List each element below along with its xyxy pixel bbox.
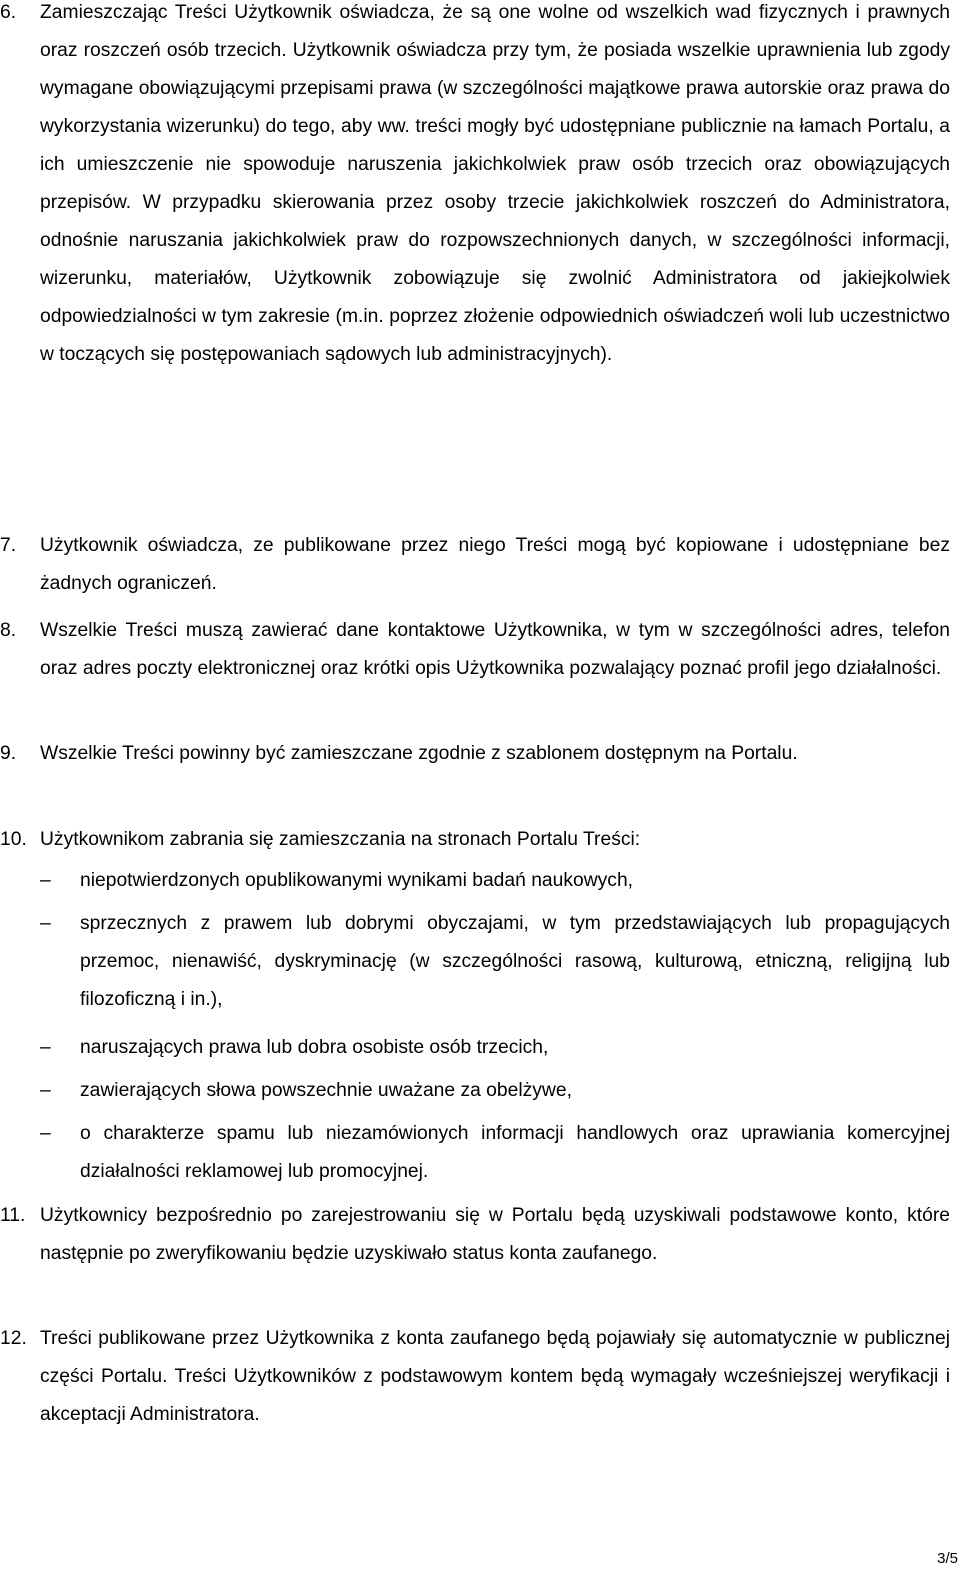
item-text: Użytkownicy bezpośrednio po zarejestrowaniu się w Portalu będą uzyskiwali podstawowe konto, które następnie po zweryfikowaniu będzie uzyskiwało status konta zaufanego.	[40, 1205, 950, 1264]
item-number: 8.	[0, 620, 17, 641]
item-number: 9.	[0, 743, 17, 764]
item-text: Wszelkie Treści muszą zawierać dane kontaktowe Użytkownika, w tym w szczególności adres, telefon oraz adres poczty elektronicznej oraz krótki opis Użytkownika pozwalający poznać profil jego działalności.	[40, 620, 950, 679]
item-text: Użytkownik oświadcza, ze publikowane przez niego Treści mogą być kopiowane i udostępniane bez żadnych ograniczeń.	[40, 535, 950, 594]
sublist-item-text: niepotwierdzonych opublikowanymi wynikami badań naukowych,	[80, 870, 634, 891]
sublist-item-text: zawierających słowa powszechnie uważane za obelżywe,	[80, 1080, 572, 1101]
item-number: 10.	[0, 829, 27, 850]
dash-bullet: –	[40, 1037, 51, 1058]
dash-bullet: –	[40, 1123, 51, 1144]
item-text: Użytkownikom zabrania się zamieszczania na stronach Portalu Treści:	[40, 829, 641, 850]
item-text: Treści publikowane przez Użytkownika z konta zaufanego będą pojawiały się automatycznie w publicznej części Portalu. Treści Użytkowników z podstawowym kontem będą wymagały wcześniejszej weryfikacji i akceptacji Administratora.	[40, 1328, 950, 1425]
dash-bullet: –	[40, 870, 51, 891]
page-number: 3/5	[937, 1550, 958, 1567]
item-text: Zamieszczając Treści Użytkownik oświadcza, że są one wolne od wszelkich wad fizycznych i prawnych oraz roszczeń osób trzecich. Użytkownik oświadcza przy tym, że posiada wszelkie uprawnienia lub zgody wymagane obowiązującymi przepisami prawa (w szczególności majątkowe prawa autorskie oraz prawa do wykorzystania wizerunku) do tego, aby ww. treści mogły być udostępniane publicznie na łamach Portalu, a ich umieszczenie nie spowoduje naruszenia jakichkolwiek praw osób trzecich oraz obowiązujących przepisów. W przypadku skierowania przez osoby trzecie jakichkolwiek roszczeń do Administratora, odnośnie naruszania jakichkolwiek praw do rozpowszechnionych danych, w szczególności informacji, wizerunku, materiałów, Użytkownik zobowiązuje się zwolnić Administratora od jakiejkolwiek odpowiedzialności w tym zakresie (m.in. poprzez złożenie odpowiednich oświadczeń woli lub uczestnictwo w toczących się postępowaniach sądowych lub administracyjnych).	[40, 2, 950, 365]
item-number: 7.	[0, 535, 17, 556]
item-number: 6.	[0, 2, 17, 23]
dash-bullet: –	[40, 913, 51, 934]
sublist-item-text: sprzecznych z prawem lub dobrymi obyczajami, w tym przedstawiających lub propagujących przemoc, nienawiść, dyskryminację (w szczególności rasową, kulturową, etniczną, religijną lub filozoficzną i in.),	[80, 913, 950, 1010]
sublist-item-text: naruszających prawa lub dobra osobiste osób trzecich,	[80, 1037, 549, 1058]
sublist-item-text: o charakterze spamu lub niezamówionych informacji handlowych oraz uprawiania komercyjnej działalności reklamowej lub promocyjnej.	[80, 1123, 950, 1182]
item-number: 11.	[0, 1205, 26, 1226]
item-text: Wszelkie Treści powinny być zamieszczane zgodnie z szablonem dostępnym na Portalu.	[40, 743, 798, 764]
item-number: 12.	[0, 1328, 27, 1349]
dash-bullet: –	[40, 1080, 51, 1101]
